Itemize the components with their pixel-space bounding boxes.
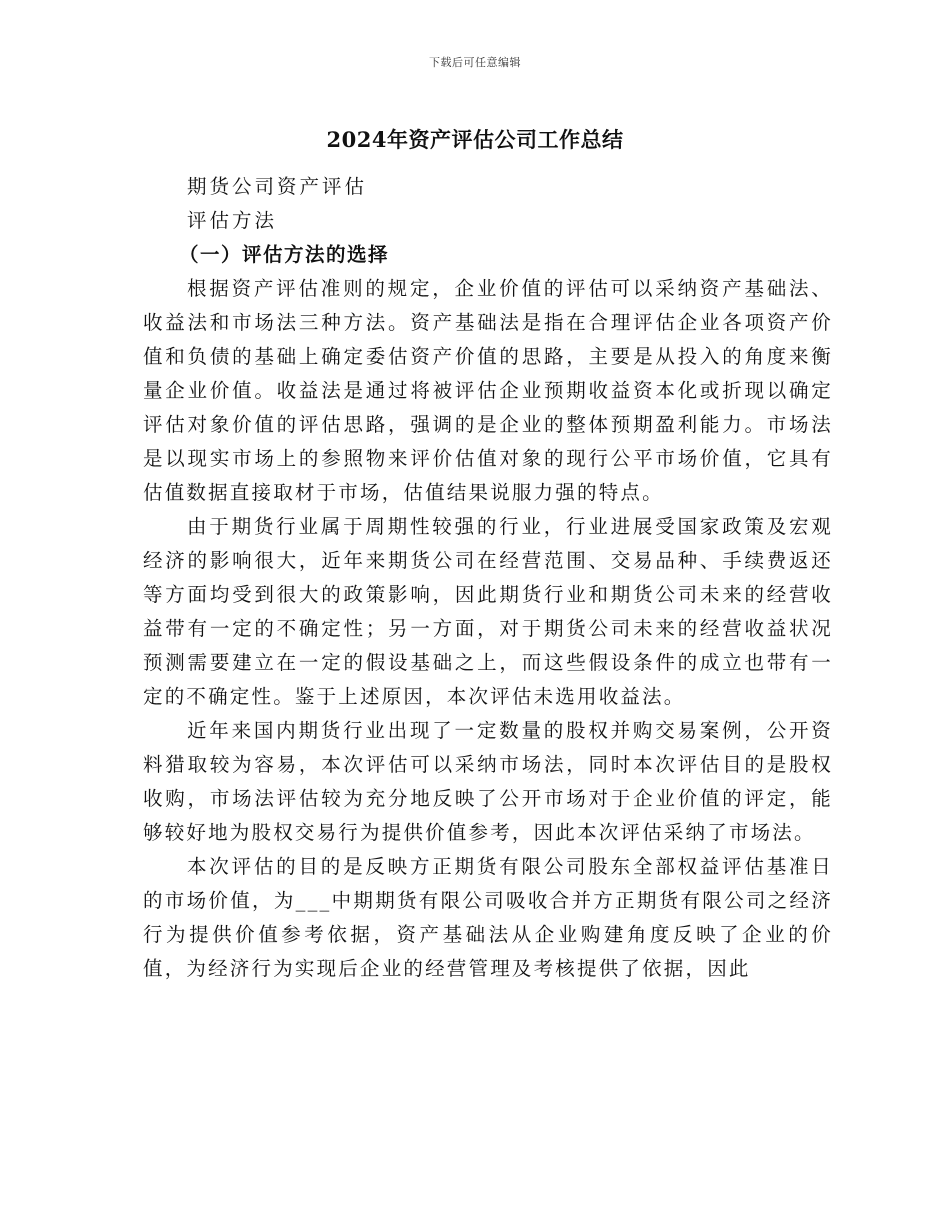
paragraph-1: 根据资产评估准则的规定，企业价值的评估可以采纳资产基础法、收益法和市场法三种方法。资产基础法是指在合理评估企业各项资产价值和负债的基础上确定委估资产价值的思路，主要是从投入的角度来衡量企业价值。收益法是通过将被评估企业预期收益资本化或折现以确定评估对象价值的评估思路，强调的是企业的整体预期盈利能力。市场法是以现实市场上的参照物来评价估值对象的现行公平市场价值，它具有估值数据直接取材于市场，估值结果说服力强的特点。 [143,277,833,504]
document-title: 2024年资产评估公司工作总结 [326,127,624,152]
paragraph-3: 近年来国内期货行业出现了一定数量的股权并购交易案例，公开资料猎取较为容易，本次评估可以采纳市场法，同时本次评估目的是股权收购，市场法评估较为充分地反映了公开市场对于企业价值的评定，能够较好地为股权交易行为提供价值参考，因此本次评估采纳了市场法。 [143,719,833,844]
subtitle-line-1: 期货公司资产评估 [187,175,368,198]
subtitle-line-2: 评估方法 [187,209,278,232]
paragraph-2: 由于期货行业属于周期性较强的行业，行业进展受国家政策及宏观经济的影响很大，近年来期货公司在经营范围、交易品种、手续费返还等方面均受到很大的政策影响，因此期货行业和期货公司未来的经营收益带有一定的不确定性；另一方面，对于期货公司未来的经营收益状况预测需要建立在一定的假设基础之上，而这些假设条件的成立也带有一定的不确定性。鉴于上述原因，本次评估未选用收益法。 [143,515,833,708]
paragraph-4: 本次评估的目的是反映方正期货有限公司股东全部权益评估基准日的市场价值，为___中期期货有限公司吸收合并方正期货有限公司之经济行为提供价值参考依据，资产基础法从企业购建角度反映了企业的价值，为经济行为实现后企业的经营管理及考核提供了依据，因此 [143,855,833,980]
header-note: 下载后可任意编辑 [429,56,521,69]
document-body [143,170,833,986]
section-heading: （一）评估方法的选择 [179,243,390,266]
